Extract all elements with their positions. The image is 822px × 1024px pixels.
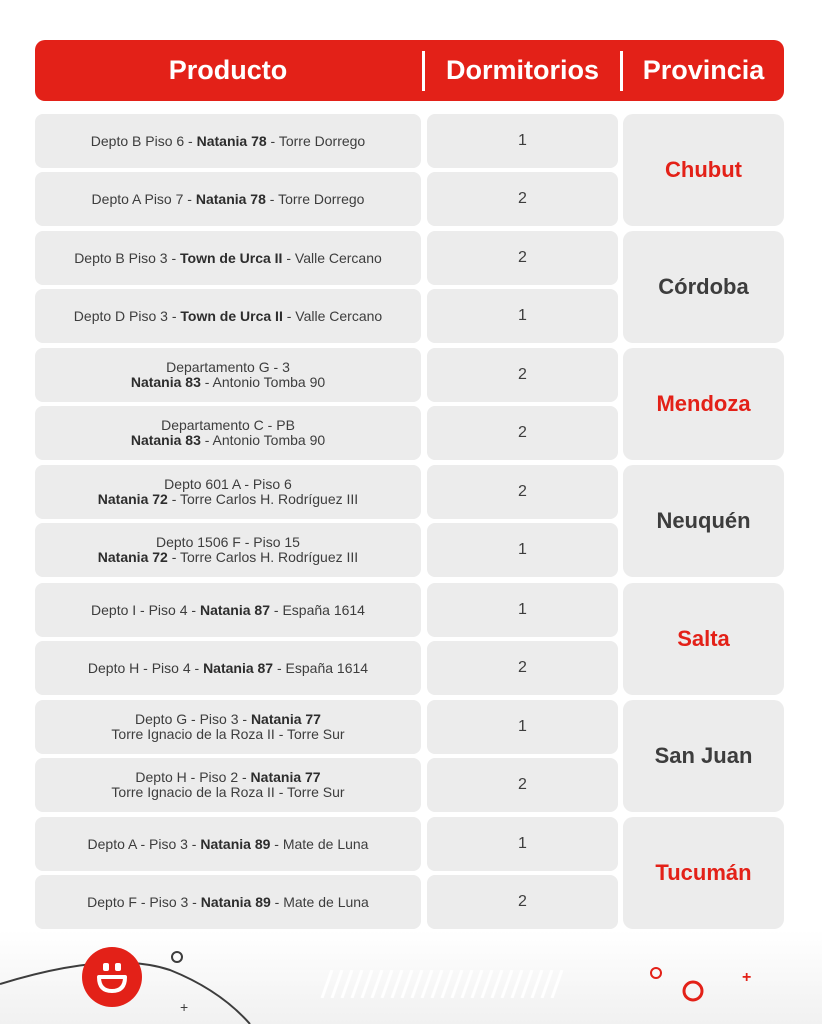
product-text: - España 1614 bbox=[270, 601, 365, 618]
product-text: Depto G - Piso 3 - bbox=[135, 711, 251, 727]
project-name: Town de Urca II bbox=[180, 249, 283, 266]
decorative-circle bbox=[172, 952, 182, 962]
product-cell bbox=[35, 583, 421, 637]
province-group-salta bbox=[35, 583, 784, 695]
product-text: - Torre Carlos H. Rodríguez III bbox=[167, 491, 359, 507]
product-text: Depto D Piso 3 - bbox=[73, 307, 181, 324]
project-name: Natania 72 bbox=[97, 549, 168, 565]
decorative-circle bbox=[651, 968, 661, 978]
product-text: - Mate de Luna bbox=[270, 893, 369, 910]
bedrooms-cell: 2 bbox=[427, 231, 618, 285]
decorative-plus: + bbox=[180, 999, 189, 1015]
province-cell: Neuquén bbox=[623, 465, 784, 577]
product-text: Depto H - Piso 4 - bbox=[87, 659, 204, 676]
project-name: Natania 72 bbox=[97, 491, 168, 507]
project-name: Natania 89 bbox=[200, 835, 271, 852]
product-text: - Antonio Tomba 90 bbox=[200, 432, 326, 448]
product-text: Depto 1506 F - Piso 15 bbox=[156, 534, 300, 550]
column-header-bedrooms: Dormitorios bbox=[445, 55, 599, 85]
product-text: Torre Ignacio de la Roza II - Torre Sur bbox=[111, 784, 345, 800]
product-text: Depto F - Piso 3 - bbox=[87, 893, 201, 910]
product-cell bbox=[35, 348, 421, 402]
product-cell bbox=[35, 875, 421, 929]
province-cell: Salta bbox=[623, 583, 784, 695]
decorative-stripes bbox=[318, 970, 578, 998]
product-text: Depto I - Piso 4 - bbox=[91, 601, 200, 618]
province-cell: Tucumán bbox=[623, 817, 784, 929]
product-cell bbox=[35, 523, 421, 577]
product-cell bbox=[35, 465, 421, 519]
column-header-product: Producto bbox=[168, 55, 288, 85]
project-name: Natania 78 bbox=[196, 132, 267, 149]
product-text: Depto H - Piso 2 - bbox=[135, 769, 251, 785]
product-cell bbox=[35, 289, 421, 343]
product-cell bbox=[35, 231, 421, 285]
decorative-plus: + bbox=[742, 969, 752, 986]
project-name: Natania 78 bbox=[195, 190, 266, 207]
product-text: - Antonio Tomba 90 bbox=[200, 374, 326, 390]
product-text: - Torre Dorrego bbox=[266, 132, 366, 149]
province-group-chubut bbox=[35, 114, 784, 226]
bedrooms-cell: 1 bbox=[427, 700, 618, 754]
product-text: - Torre Carlos H. Rodríguez III bbox=[167, 549, 359, 565]
bedrooms-cell: 2 bbox=[427, 875, 618, 929]
column-header-province: Provincia bbox=[642, 55, 765, 85]
project-name: Town de Urca II bbox=[180, 307, 283, 324]
bedrooms-cell: 2 bbox=[427, 641, 618, 695]
bedrooms-cell: 2 bbox=[427, 172, 618, 226]
product-text: Depto A Piso 7 - bbox=[91, 190, 196, 207]
product-cell bbox=[35, 172, 421, 226]
bedrooms-cell: 1 bbox=[427, 289, 618, 343]
province-cell: Córdoba bbox=[623, 231, 784, 343]
province-cell: Chubut bbox=[623, 114, 784, 226]
product-cell bbox=[35, 758, 421, 812]
product-text: Depto B Piso 3 - bbox=[74, 249, 181, 266]
product-text: Torre Ignacio de la Roza II - Torre Sur bbox=[111, 726, 345, 742]
province-group-mendoza bbox=[35, 348, 784, 460]
province-group-neuquen bbox=[35, 465, 784, 577]
project-name: Natania 87 bbox=[199, 601, 270, 618]
product-text: Depto A - Piso 3 - bbox=[87, 835, 201, 852]
bedrooms-cell: 2 bbox=[427, 406, 618, 460]
product-text: - España 1614 bbox=[273, 659, 369, 676]
project-name: Natania 89 bbox=[200, 893, 271, 910]
province-cell: Mendoza bbox=[623, 348, 784, 460]
decorative-circle bbox=[684, 982, 702, 1000]
bedrooms-cell: 1 bbox=[427, 114, 618, 168]
product-text: Departamento G - 3 bbox=[166, 359, 290, 375]
project-name: Natania 77 bbox=[250, 711, 321, 727]
smiley-logo-icon bbox=[82, 947, 142, 1007]
product-cell bbox=[35, 406, 421, 460]
project-name: Natania 77 bbox=[250, 769, 321, 785]
bedrooms-cell: 1 bbox=[427, 817, 618, 871]
province-cell: San Juan bbox=[623, 700, 784, 812]
product-cell bbox=[35, 114, 421, 168]
bedrooms-cell: 2 bbox=[427, 348, 618, 402]
product-cell bbox=[35, 700, 421, 754]
table-header bbox=[35, 40, 784, 101]
header-divider bbox=[422, 51, 425, 91]
bedrooms-cell: 1 bbox=[427, 523, 618, 577]
bedrooms-cell: 2 bbox=[427, 465, 618, 519]
product-text: Depto 601 A - Piso 6 bbox=[164, 476, 292, 492]
product-text: - Valle Cercano bbox=[282, 307, 383, 324]
province-group-cordoba bbox=[35, 231, 784, 343]
project-name: Natania 83 bbox=[130, 432, 201, 448]
product-text: - Torre Dorrego bbox=[265, 190, 365, 207]
project-name: Natania 83 bbox=[130, 374, 201, 390]
product-cell bbox=[35, 817, 421, 871]
project-name: Natania 87 bbox=[203, 659, 274, 676]
province-group-tucuman bbox=[35, 817, 784, 929]
bedrooms-cell: 2 bbox=[427, 758, 618, 812]
product-text: Departamento C - PB bbox=[161, 417, 295, 433]
product-text: - Mate de Luna bbox=[270, 835, 369, 852]
product-cell bbox=[35, 641, 421, 695]
product-text: Depto B Piso 6 - bbox=[90, 132, 197, 149]
product-text: - Valle Cercano bbox=[282, 249, 382, 266]
province-group-san-juan bbox=[35, 700, 784, 812]
bedrooms-cell: 1 bbox=[427, 583, 618, 637]
